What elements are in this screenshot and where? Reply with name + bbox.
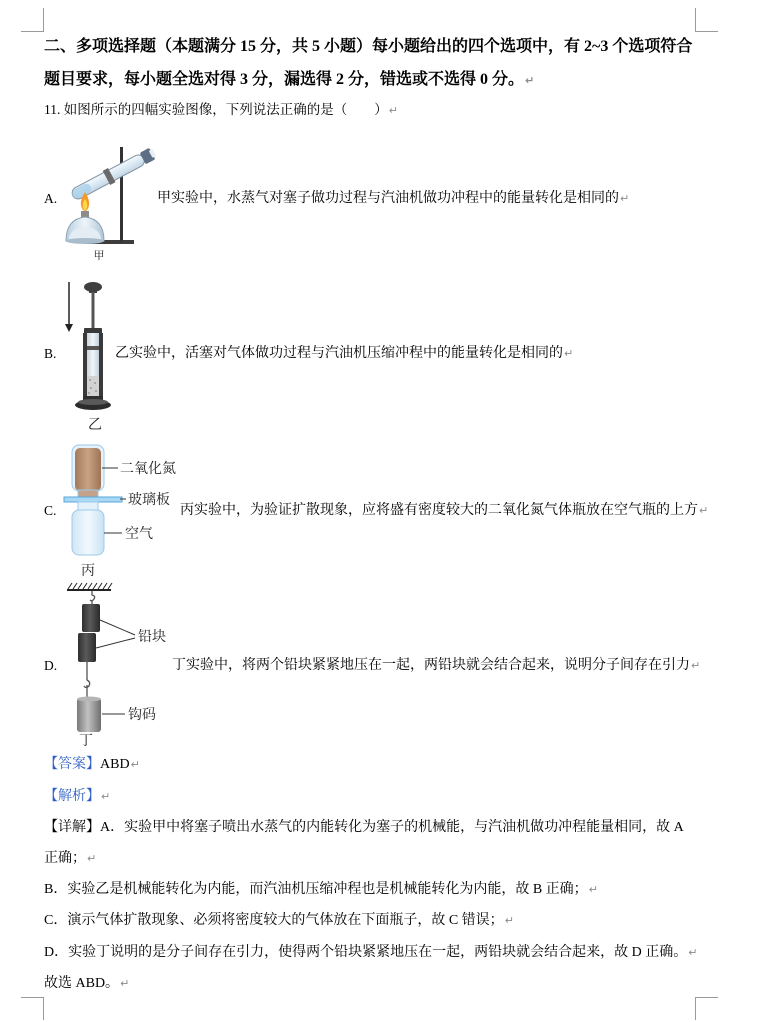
option-letter: C. — [44, 503, 57, 518]
section-heading-line-1: 二、多项选择题（本题满分 15 分，共 5 小题）每小题给出的四个选项中，有 2~3 个选项符合 — [44, 38, 693, 55]
question-stem — [44, 100, 398, 121]
paragraph-mark: ↵ — [87, 852, 97, 865]
option-text — [115, 344, 573, 364]
analysis-tag: 【解析】 — [44, 789, 100, 804]
label-glass-plate: 玻璃板 — [128, 492, 170, 508]
paragraph-mark: ↵ — [691, 659, 701, 672]
detail-text: 正确； — [44, 851, 86, 866]
stand-rod — [120, 147, 123, 242]
label-nitrogen-dioxide: 二氧化氮 — [120, 461, 176, 477]
detail-text: B．实验乙是机械能转化为内能，而汽油机压缩冲程也是机械能转化为内能，故 B 正确； — [44, 882, 588, 897]
figure-caption: 乙 — [88, 417, 102, 433]
conclusion-line — [44, 974, 129, 994]
figure-yi-air-compression — [56, 276, 120, 434]
label-hook-weight: 钩码 — [128, 707, 156, 723]
section-heading-line-2-text: 题目要求，每小题全选对得 3 分，漏选得 2 分，错选或不选得 0 分。 — [44, 71, 525, 88]
label-air: 空气 — [125, 526, 153, 542]
section-heading-line-2 — [44, 69, 534, 92]
glass-plate — [64, 497, 122, 502]
detail-line-2 — [44, 849, 96, 869]
ceiling — [67, 583, 112, 590]
option-text — [180, 501, 708, 521]
question-stem-text: 11. 如图所示的四幅实验图像，下列说法正确的是（ ） — [44, 102, 388, 117]
figure-bing-diffusion-bottles — [60, 440, 190, 580]
option-text-content: 乙实验中，活塞对气体做功过程与汽油机压缩冲程中的能量转化是相同的 — [115, 346, 563, 361]
piston — [87, 346, 99, 350]
figure-ding-lead-blocks — [62, 580, 177, 750]
hook-icon — [84, 662, 90, 698]
piston-rod — [92, 292, 95, 332]
paragraph-mark: ↵ — [564, 347, 574, 360]
lead-block-upper — [82, 604, 100, 632]
paragraph-mark: ↵ — [699, 504, 709, 517]
detail-line-3 — [44, 880, 598, 900]
detail-line-5 — [44, 943, 697, 963]
lower-bottle — [72, 510, 104, 555]
paragraph-mark: ↵ — [101, 790, 111, 803]
corner-mark-bottom-right — [695, 997, 718, 1020]
paragraph-mark: ↵ — [588, 883, 598, 896]
option-text-content: 甲实验中，水蒸气对塞子做功过程与汽油机做功冲程中的能量转化是相同的 — [157, 191, 619, 206]
detail-text: D．实验丁说明的是分子间存在引力，使得两个铅块紧紧地压在一起，两铅块就会结合起来，故 D 正确。 — [44, 945, 688, 960]
detail-line-4 — [44, 911, 514, 931]
answer-tag: 【答案】 — [44, 757, 100, 772]
option-letter: D. — [44, 658, 58, 673]
corner-mark-top-left — [21, 8, 44, 32]
figure-caption: 丙 — [81, 563, 95, 579]
analysis-line — [44, 787, 110, 807]
paragraph-mark: ↵ — [620, 192, 630, 205]
test-tube — [69, 145, 158, 202]
corner-mark-top-right — [695, 8, 718, 32]
hook-icon — [90, 591, 95, 605]
figure-caption: 丁 — [79, 733, 93, 749]
detail-tag: 【详解】 — [44, 820, 100, 835]
option-letter: A. — [44, 191, 58, 206]
conclusion-text: 故选 ABD。 — [44, 976, 120, 991]
detail-text: A．实验甲中将塞子喷出水蒸气的内能转化为塞子的机械能，与汽油机做功冲程能量相同，故 A — [100, 820, 684, 835]
lead-block-lower — [78, 633, 96, 662]
figure-caption: 甲 — [93, 249, 105, 262]
option-text-content: 丙实验中，为验证扩散现象，应将盛有密度较大的二氧化氮气体瓶放在空气瓶的上方 — [180, 503, 698, 518]
option-text — [157, 189, 629, 209]
paragraph-mark: ↵ — [688, 946, 698, 959]
option-letter: B. — [44, 346, 57, 361]
figure-jia-steam-test-tube — [60, 140, 165, 265]
hook-weight — [77, 698, 101, 732]
detail-text: C．演示气体扩散现象、必须将密度较大的气体放在下面瓶子，故 C 错误； — [44, 913, 504, 928]
paragraph-mark: ↵ — [120, 977, 130, 990]
paragraph-mark: ↵ — [525, 74, 535, 87]
answer-line — [44, 755, 140, 775]
paragraph-mark: ↵ — [130, 758, 140, 771]
detail-line-1 — [44, 818, 684, 838]
corner-mark-bottom-left — [21, 997, 44, 1020]
nitrogen-dioxide-gas — [75, 448, 101, 491]
label-lead-block: 铅块 — [138, 629, 166, 645]
option-text-content: 丁实验中，将两个铅块紧紧地压在一起，两铅块就会结合起来，说明分子间存在引力 — [172, 658, 690, 673]
option-text — [172, 656, 700, 676]
paragraph-mark: ↵ — [388, 104, 398, 117]
paragraph-mark: ↵ — [504, 914, 514, 927]
answer-value: ABD — [100, 757, 130, 772]
